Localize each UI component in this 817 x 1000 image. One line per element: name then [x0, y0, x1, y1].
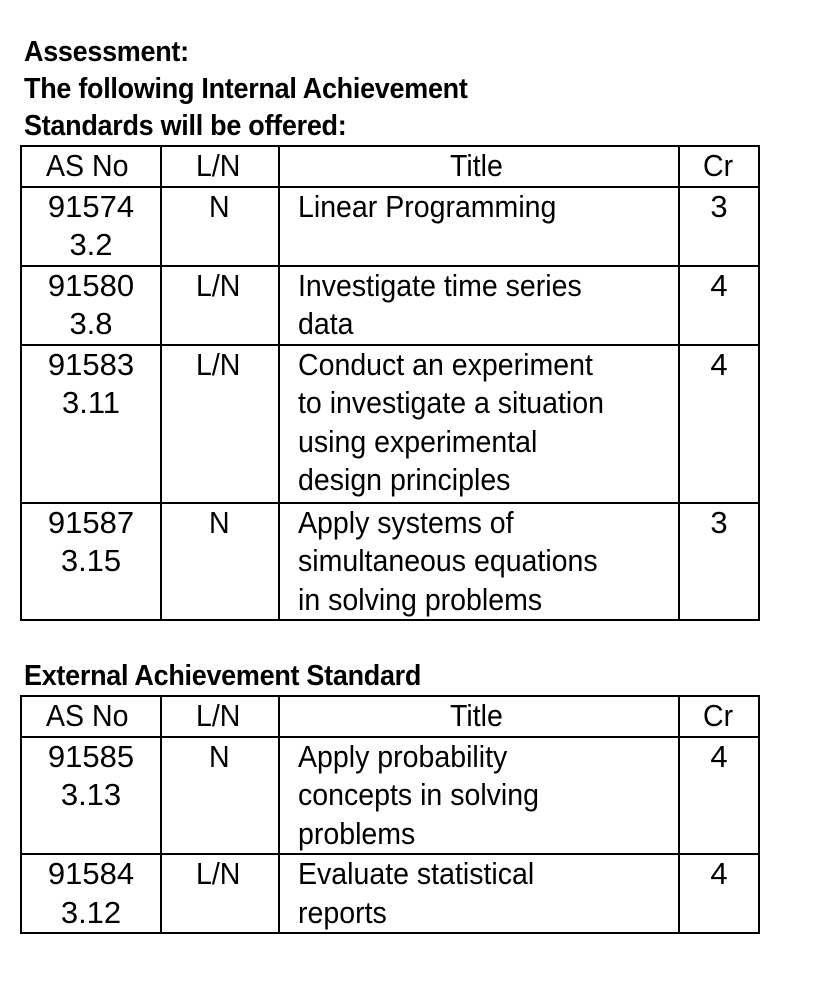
- column-header-cr: Cr: [679, 696, 759, 737]
- as-no-cell: 91574 3.2: [21, 187, 161, 266]
- title-cell: Apply systems of simultaneous equations in solving problems: [279, 503, 679, 621]
- ln-cell: L/N: [161, 266, 279, 345]
- table-row: [21, 345, 759, 503]
- column-header-ln: L/N: [161, 696, 279, 737]
- external-standards-table: [20, 695, 760, 934]
- external-heading: External Achievement Standard: [24, 660, 422, 692]
- ln-cell: N: [161, 503, 279, 621]
- internal-heading-line2: Standards will be offered:: [24, 110, 347, 142]
- column-header-as-no: AS No: [21, 146, 161, 187]
- column-header-as-no: AS No: [21, 696, 161, 737]
- table-row: [21, 266, 759, 345]
- credits-cell: 4: [679, 345, 759, 503]
- table-row: [21, 503, 759, 621]
- credits-cell: 3: [679, 187, 759, 266]
- column-header-title: Title: [279, 696, 679, 737]
- as-no-cell: 91587 3.15: [21, 503, 161, 621]
- title-cell: Apply probability concepts in solving problems: [279, 737, 679, 855]
- ln-cell: L/N: [161, 854, 279, 933]
- as-no-cell: 91585 3.13: [21, 737, 161, 855]
- column-header-cr: Cr: [679, 146, 759, 187]
- table-header-row: [21, 696, 759, 737]
- internal-standards-table: [20, 145, 760, 621]
- as-no-cell: 91584 3.12: [21, 854, 161, 933]
- credits-cell: 4: [679, 737, 759, 855]
- assessment-heading: Assessment:: [24, 36, 189, 68]
- title-cell: Investigate time series data: [279, 266, 679, 345]
- title-cell: Conduct an experiment to investigate a situation using experimental design principles: [279, 345, 679, 503]
- column-header-title: Title: [279, 146, 679, 187]
- column-header-ln: L/N: [161, 146, 279, 187]
- table-row: [21, 737, 759, 855]
- internal-heading-line1: The following Internal Achievement: [24, 73, 468, 105]
- table-header-row: [21, 146, 759, 187]
- credits-cell: 4: [679, 854, 759, 933]
- title-cell: Linear Programming: [279, 187, 679, 266]
- as-no-cell: 91580 3.8: [21, 266, 161, 345]
- credits-cell: 3: [679, 503, 759, 621]
- table-row: [21, 854, 759, 933]
- table-row: [21, 187, 759, 266]
- credits-cell: 4: [679, 266, 759, 345]
- ln-cell: N: [161, 737, 279, 855]
- as-no-cell: 91583 3.11: [21, 345, 161, 503]
- title-cell: Evaluate statistical reports: [279, 854, 679, 933]
- ln-cell: N: [161, 187, 279, 266]
- ln-cell: L/N: [161, 345, 279, 503]
